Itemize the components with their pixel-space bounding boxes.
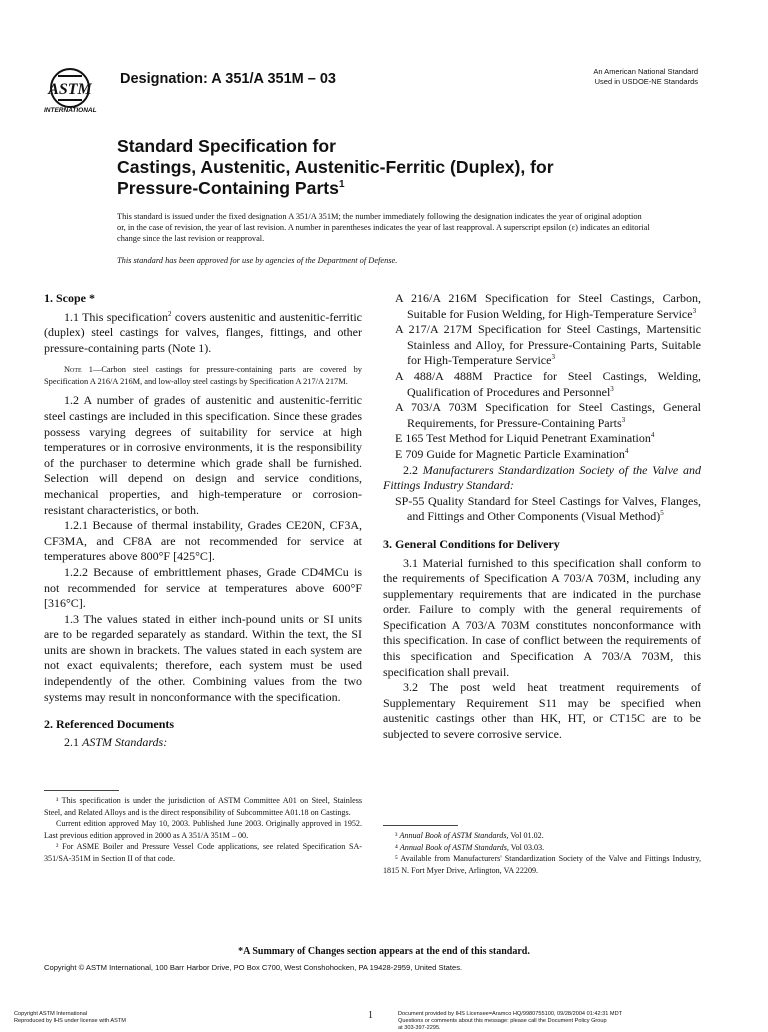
para-1-2-1: 1.2.1 Because of thermal instability, Grades CE20N, CF3A, CF3MA, and CF8A are not recommended for service at temperatures above 800°F [425°C]. (44, 518, 362, 564)
para-1-1: 1.1 This specification$^2$ covers austenitic and austenitic-ferritic (duplex) steel castings for valves, flanges, fittings, and other pressure-containing parts (Note 1). (44, 309, 362, 355)
provider-line2: Questions or comments about this message: please call the Document Policy Group (398, 1018, 607, 1024)
general-conditions-heading: 3. General Conditions for Delivery (383, 536, 560, 551)
astm-reference-list (383, 291, 701, 463)
license-line2: Reproduced by IHS under license with ASTM (14, 1018, 126, 1024)
license-line1: Copyright ASTM International (14, 1011, 88, 1017)
footnote-rule-right (383, 825, 458, 826)
copyright-line: Copyright © ASTM International, 100 Barr Harbor Drive, PO Box C700, West Conshohocken, PA 19428-2959, United States. (44, 963, 463, 972)
footnotes-right (383, 825, 701, 876)
scope-heading: 1. Scope * (44, 291, 95, 305)
reference-item: A 216/A 216M Specification for Steel Castings, Carbon, Suitable for Fusion Welding, for High-Temperature Service$^3$ (395, 291, 701, 321)
footnote-3: ³ Annual Book of ASTM Standards, Vol 01.02. (395, 831, 544, 840)
issuance-paragraph: This standard is issued under the fixed designation A 351/A 351M; the number immediately following the designation indicates the year of original adoption or, in the case of revision, the year of last revision. A number in parentheses indicates the year of last reapproval. A superscript epsilon (ε) indicates an editorial change since the last revision or reapproval. (117, 212, 650, 244)
para-1-2-2: 1.2.2 Because of embrittlement phases, Grade CD4MCu is not recommended for service at temperatures above 600°F [316°C]. (44, 564, 362, 611)
para-2-2: 2.2 Manufacturers Standardization Society of the Valve and Fittings Industry Standard: (383, 462, 701, 493)
referenced-documents-heading: 2. Referenced Documents (44, 717, 175, 732)
reference-item: E 709 Guide for Magnetic Particle Examination$^4$ (395, 446, 629, 461)
astm-logo (44, 66, 110, 118)
reference-item: A 217/A 217M Specification for Steel Castings, Martensitic Stainless and Alloy, for Pressure-Containing Parts, Suitable for High-Temperature Service$^3$ (395, 322, 701, 368)
title-line3 (117, 178, 554, 199)
footnote-4: ⁴ Annual Book of ASTM Standards, Vol 03.03. (395, 842, 545, 852)
page-number: 1 (368, 1010, 373, 1021)
para-1-3: 1.3 The values stated in either inch-pound units or SI units are to be regarded separately as standard. Within the text, the SI units are shown in brackets. The values stated in each system are not exact equivalents; therefore, each system must be used independently of the other. Combining values from the two systems may result in nonconformance with the specification. (44, 611, 362, 704)
title-line3-text: Pressure-Containing Parts (117, 178, 339, 198)
footnote-rule-left (44, 790, 119, 791)
footnote-5: ⁵ Available from Manufacturers' Standardization Society of the Valve and Fittings Industry, 1815 N. Fort Myer Drive, Arlington, VA 22209. (383, 854, 701, 875)
reference-item: A 703/A 703M Specification for Steel Castings, General Requirements, for Pressure-Containing Parts$^3$ (395, 400, 701, 430)
dod-approval-note: This standard has been approved for use by agencies of the Department of Defense. (117, 256, 398, 265)
para-3-1: 3.1 Material furnished to this specification shall conform to the requirements of Specification A 703/A 703M, including any supplementary requirements that are indicated in the purchase order. Failure to comply with the general requirements of Specification A 703/A 703M constitutes nonconformance with this specification. In case of conflict between the requirements of this specification and Specification A 703/A 703M, this specification shall prevail. (383, 555, 701, 679)
designation: Designation: A 351/A 351M – 03 (120, 71, 336, 87)
reference-item: E 165 Test Method for Liquid Penetrant Examination$^4$ (395, 431, 655, 446)
reference-item: A 488/A 488M Practice for Steel Castings, Welding, Qualification of Procedures and Personnel$^3$ (395, 368, 701, 399)
footnotes-left (44, 790, 362, 864)
national-standard-line1: An American National Standard (593, 67, 698, 76)
para-1-2: 1.2 A number of grades of austenitic and austenitic-ferritic steel castings are included in this specification. Since these grades possess varying degrees of suitability for service at high temperatures or in corrosive environments, it is the responsibility of the purchaser to determine which grade shall be furnished. Selection will depend on design and service conditions, mechanical properties, and high-temperature or corrosion-resistant characteristics, or both. (44, 393, 362, 517)
svg-text:ASTM: ASTM (48, 81, 92, 98)
note-1: Note 1—Carbon steel castings for pressure-containing parts are covered by Specification A 216/A 216M, and low-alloy steel castings by Specification A 217/A 217M. (44, 365, 362, 386)
reference-sp55: SP-55 Quality Standard for Steel Castings for Valves, Flanges, and Fittings and Other Components (Visual Method)$^5$ (395, 493, 701, 524)
provider-line3: at 303-397-2295. (398, 1025, 441, 1031)
provider-line1: Document provided by IHS Licensee=Aramco HQ/9980755100, 09/28/2004 01:42:31 MDT (398, 1011, 623, 1017)
national-standard-note (593, 67, 698, 87)
footnote-1-edition: Current edition approved May 10, 2003. Published June 2003. Originally approved in 1952. Last previous edition approved in 2000 as A 351/A 351M – 00. (44, 819, 362, 840)
license-notice (14, 1011, 126, 1025)
national-standard-line2: Used in USDOE-NE Standards (594, 77, 698, 86)
para-2-1: 2.1 ASTM Standards: (64, 734, 168, 749)
para-3-2: 3.2 The post weld heat treatment requirements of Supplementary Requirement S11 may be specified when austenitic castings other than HK, HT, or CT15C are to be subjected to severe corrosive service. (383, 680, 701, 742)
title-footnote-ref: 1 (338, 179, 345, 191)
footnote-2: ² For ASME Boiler and Pressure Vessel Code applications, see related Specification SA-351/SA-351M in Section II of that code. (44, 842, 362, 863)
left-column (44, 291, 362, 750)
logo-subtext: INTERNATIONAL (44, 107, 97, 114)
footnote-1: ¹ This specification is under the jurisdiction of ASTM Committee A01 on Steel, Stainless Steel, and Related Alloys and is the direct responsibility of Subcommittee A01.18 on Castings. (44, 796, 362, 817)
document-title (117, 136, 554, 199)
summary-of-changes-note: *A Summary of Changes section appears at the end of this standard. (238, 946, 530, 957)
title-line1: Standard Specification for (117, 136, 336, 156)
document-provider-notice (398, 1011, 622, 1032)
right-column (383, 291, 701, 743)
title-line2: Castings, Austenitic, Austenitic-Ferritic (Duplex), for (117, 157, 554, 177)
